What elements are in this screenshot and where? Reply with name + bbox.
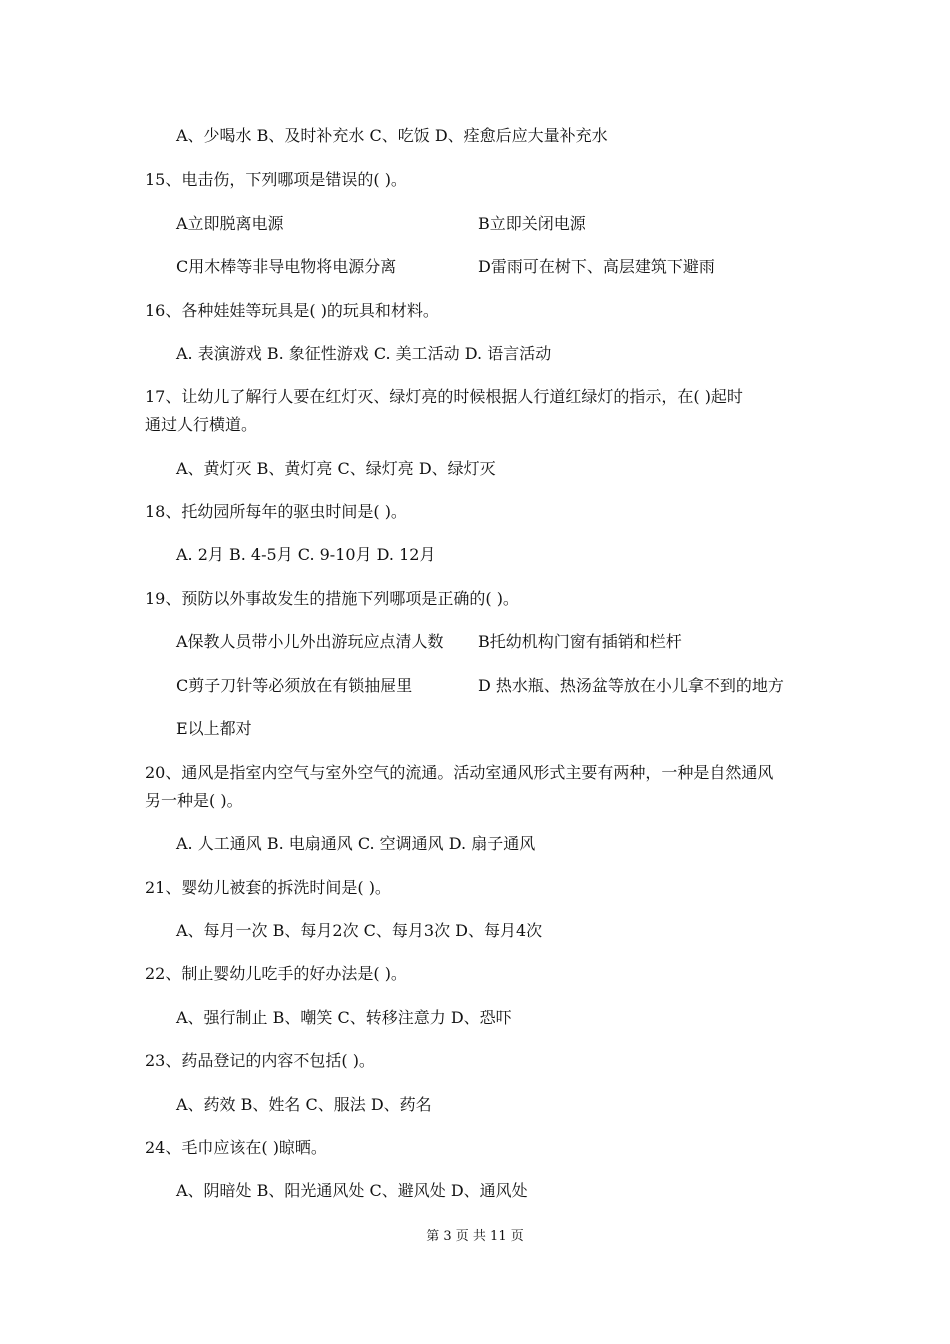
q19-option-d: D 热水瓶、热汤盆等放在小儿拿不到的地方 — [478, 676, 784, 695]
q19-question: 19、预防以外事故发生的措施下列哪项是正确的( )。 — [145, 589, 519, 608]
q22-options: A、强行制止 B、嘲笑 C、转移注意力 D、恐吓 — [176, 1008, 512, 1027]
q18-question: 18、托幼园所每年的驱虫时间是( )。 — [145, 502, 407, 521]
q20-options: A. 人工通风 B. 电扇通风 C. 空调通风 D. 扇子通风 — [176, 834, 536, 853]
page-number-footer: 第 3 页 共 11 页 — [426, 1229, 524, 1244]
q20-question-line2: 另一种是( )。 — [145, 791, 243, 810]
q19-option-a: A保教人员带小儿外出游玩应点清人数 — [176, 632, 444, 651]
q15-question: 15、电击伤，下列哪项是错误的( )。 — [145, 170, 407, 189]
q15-option-d: D雷雨可在树下、高层建筑下避雨 — [478, 257, 715, 276]
q16-question: 16、各种娃娃等玩具是( )的玩具和材料。 — [145, 301, 439, 320]
q23-question: 23、药品登记的内容不包括( )。 — [145, 1051, 375, 1070]
q14-options: A、少喝水 B、及时补充水 C、吃饭 D、痊愈后应大量补充水 — [176, 126, 608, 145]
q19-option-e: E以上都对 — [176, 719, 252, 738]
q20-question-line1: 20、通风是指室内空气与室外空气的流通。活动室通风形式主要有两种，一种是自然通风 — [145, 763, 774, 782]
q17-options: A、黄灯灭 B、黄灯亮 C、绿灯亮 D、绿灯灭 — [176, 459, 496, 478]
q19-option-c: C剪子刀针等必须放在有锁抽屉里 — [176, 676, 413, 695]
q17-question-line1: 17、让幼儿了解行人要在红灯灭、绿灯亮的时候根据人行道红绿灯的指示，在( )起时 — [145, 387, 743, 406]
q22-question: 22、制止婴幼儿吃手的好办法是( )。 — [145, 964, 407, 983]
q15-option-a: A立即脱离电源 — [176, 214, 284, 233]
q18-options: A. 2月 B. 4-5月 C. 9-10月 D. 12月 — [176, 545, 436, 564]
q21-question: 21、婴幼儿被套的拆洗时间是( )。 — [145, 878, 391, 897]
q21-options: A、每月一次 B、每月2次 C、每月3次 D、每月4次 — [176, 921, 543, 940]
q17-question-line2: 通过人行横道。 — [145, 415, 258, 434]
q24-options: A、阴暗处 B、阳光通风处 C、避风处 D、通风处 — [176, 1181, 528, 1200]
q23-options: A、药效 B、姓名 C、服法 D、药名 — [176, 1095, 432, 1114]
q24-question: 24、毛巾应该在( )晾晒。 — [145, 1138, 327, 1157]
q19-option-b: B托幼机构门窗有插销和栏杆 — [478, 632, 682, 651]
q15-option-b: B立即关闭电源 — [478, 214, 586, 233]
q15-option-c: C用木棒等非导电物将电源分离 — [176, 257, 397, 276]
q16-options: A. 表演游戏 B. 象征性游戏 C. 美工活动 D. 语言活动 — [176, 344, 552, 363]
